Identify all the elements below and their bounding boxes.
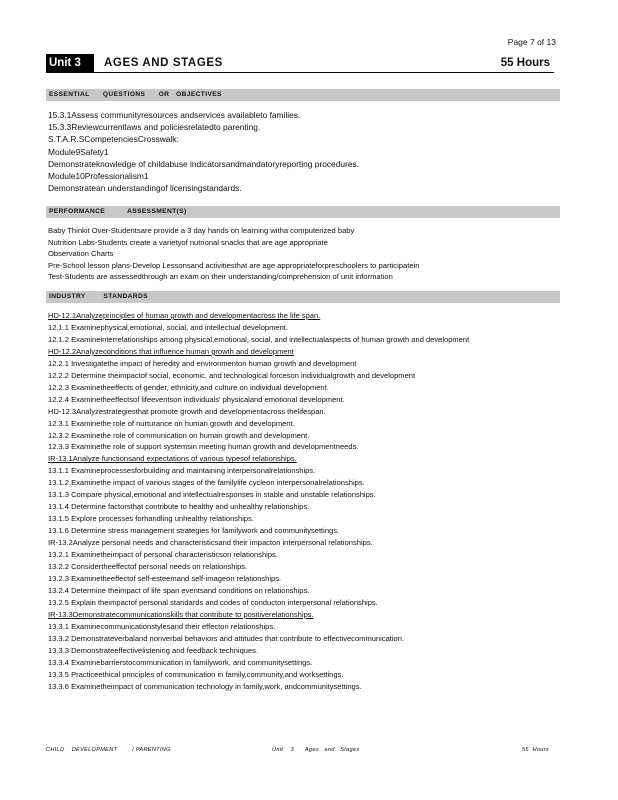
standard-item: 13.3.5 Practiceethical principles of communication in family,community,and worksettings.	[48, 669, 344, 679]
standard-item: 12.2.3 Examinetheeffects of gender, ethnicity,and culture on individual development.	[48, 382, 329, 392]
performance-assessment-header: PERFORMANCE ASSESSMENT(S)	[46, 206, 560, 218]
standard-item: 12.1.2 Examineinterrelationships among physical,emotional, social, and intellectualaspects of human growth and development	[48, 334, 470, 344]
standard-item: 12.1.1 Examinephysical,emotional, social, and intellectual development.	[48, 322, 288, 332]
list-item: Module10Professionalism1	[48, 171, 149, 182]
standard-item: 13.2.3 Examinetheeffectof self-esteemand self-imageon relationships.	[48, 573, 282, 583]
standard-item: 13.1.3 Compare physical,emotional and intellectualresponses in stable and unstable relationships.	[48, 490, 376, 500]
standard-item: IR-13.2Analyze personal needs and characteristicsand their impacton interpersonal relationships.	[48, 538, 373, 548]
list-item: S.T.A.R.SCompetenciesCrosswalk:	[48, 134, 179, 145]
list-item: Nutrition Labs-Students create a varietyof nutrional snacks that are age appropriate	[48, 237, 328, 247]
standard-item: 12.2.4 Examinetheeffectsof lifeeventson individuals' physicaland emotional development.	[48, 394, 345, 404]
standard-item: 12.2.1 Investigatethe impact of heredity and environmenton human growth and development	[48, 358, 357, 368]
standard-item: 13.2.2 Considertheeffectof personal needs on relationships.	[48, 562, 248, 572]
list-item: Test-Students are assessedthrough an exam on their understanding/comprehension of unit information	[48, 272, 393, 282]
standard-item: 13.1.1 Examineprocessesforbuilding and maintaining interpersonalrelationships.	[48, 466, 316, 476]
standard-item: 13.1.5 Explore processes forhandling unhealthy relationships.	[48, 514, 254, 524]
unit-header	[46, 54, 554, 73]
standard-item: 13.3.2 Demonstrateverbaland nonverbal behaviors and attitudes that contribute to effectivecommunication.	[48, 633, 405, 643]
standard-item: 13.3.6 Examinetheimpact of communication technology in family,work, andcommunitysettings.	[48, 681, 362, 691]
standard-item: 13.1.6 Determine stress management strategies for familywork and communitysettings.	[48, 526, 340, 536]
list-item: Demonstrateknowledge of childabuse indicatorsandmandatoryreporting procedures.	[48, 158, 359, 169]
unit-title: AGES AND STAGES	[104, 57, 223, 69]
industry-standards-list	[48, 310, 518, 693]
page-number: Page 7 of 13	[507, 37, 556, 47]
essential-questions-header: ESSENTIAL QUESTIONS OR OBJECTIVES	[46, 89, 560, 101]
unit-hours: 55 Hours	[500, 57, 550, 69]
list-item: 15.3.1Assess communityresources andservices availableto families.	[48, 110, 301, 120]
list-item: Pre-School lesson plans-Develop Lessonsand activitiesthat are age appropriateforpreschoolers to participatein	[48, 260, 420, 270]
industry-standards-header: INDUSTRY STANDARDS	[46, 291, 560, 303]
standard-item: 13.3.1 Examinecommunicationstylesand their effecton relationships.	[48, 621, 276, 631]
standard-heading: HD-12.2Analyzeconditions that influence human growth and development	[48, 346, 294, 356]
footer-course: CHILD DEVELOPMENT / PARENTING	[46, 747, 171, 753]
footer-hours: 55 Hours	[522, 747, 549, 753]
standard-item: 13.2.4 Determine theimpact of life span eventsand conditions on relationships.	[48, 585, 310, 595]
list-item: Demonstratean understandingof licensingstandards.	[48, 183, 242, 194]
performance-assessment-list	[48, 225, 419, 283]
standard-heading: HD-12.1Analyzeprinciples of human growth and developmentacross the life span.	[48, 311, 321, 320]
essential-questions-list	[48, 109, 359, 194]
standard-heading: IR-13.1Analyze functionsand expectations of various typesof relationships.	[48, 454, 297, 464]
standard-item: 12.3.2 Examinethe role of communication on human growth and development.	[48, 430, 310, 440]
footer-unit: Unit 3 Ages and Stages	[272, 747, 360, 753]
standard-item: 12.3.3 Examinethe role of support systemsin meeting human growth and developmentneeds.	[48, 442, 359, 452]
list-item: Observation Charts	[48, 249, 114, 259]
standard-item: 13.3.3 Demonstrateeffectivelistening and feedback techniques.	[48, 645, 259, 655]
standard-item: 13.1.4 Determine factorsthat contribute to healthy and unhealthy relationships.	[48, 502, 310, 512]
list-item: Baby Thinkit Over-Studentsare provide a 3 day hands on learning witha computerized baby	[48, 226, 355, 235]
standard-item: HD-12.3Analyzestrategiesthat promote growth and developmentacross thelifespan.	[48, 406, 326, 416]
standard-item: 13.2.1 Examinetheimpact of personal characteristicson relationships.	[48, 550, 278, 560]
list-item: Module9Safety1	[48, 146, 109, 157]
standard-item: 12.2.2 Determine theimpactof social, economic, and technological forceson individualgrowth and development	[48, 370, 416, 380]
standard-heading: IR-13.3Demonstratecommunicationskills that contribute to positiverelationships.	[48, 609, 314, 619]
list-item: 15.3.3Reviewcurrentlaws and policiesrelatedto parenting.	[48, 122, 261, 133]
unit-label: Unit 3	[46, 54, 94, 72]
standard-item: 12.3.1 Examinethe role of nurturance on human growth and development.	[48, 418, 295, 428]
standard-item: 13.2.5 Explain theimpactof personal standards and codes of conducton interpersonal relationships.	[48, 597, 378, 607]
standard-item: 13.1.2 Examinethe impact of various stages of the familylife cycleon interpersonalrelationships.	[48, 478, 365, 488]
standard-item: 13.3.4 Examinebarrierstocommunication in familywork, and communitysettings.	[48, 657, 313, 667]
